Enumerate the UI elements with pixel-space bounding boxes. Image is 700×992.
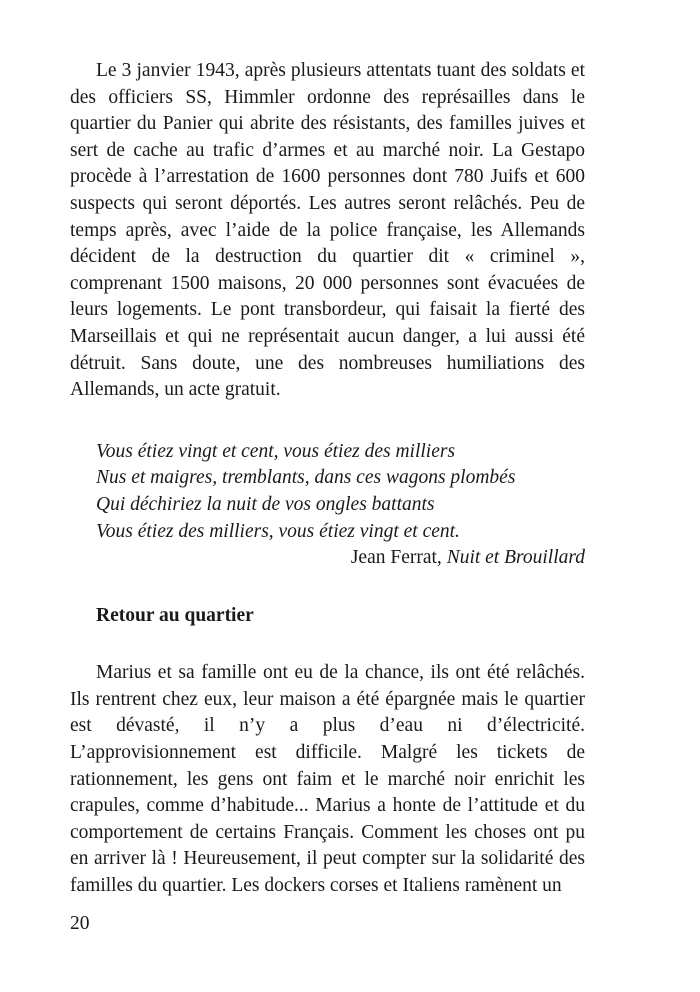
poem-line-2: Nus et maigres, tremblants, dans ces wagons plombés (96, 467, 516, 489)
poem-line-3: Qui déchiriez la nuit de vos ongles battants (96, 493, 435, 515)
poem-work-title: Nuit et Brouillard (446, 547, 585, 569)
poem-attribution (70, 545, 585, 572)
page-number: 20 (70, 913, 90, 934)
poem-line-1: Vous étiez vingt et cent, vous étiez des milliers (96, 440, 456, 462)
poem-author: Jean Ferrat, (350, 547, 442, 569)
poem-quote (70, 439, 585, 572)
poem-line-4: Vous étiez des milliers, vous étiez vingt et cent. (96, 520, 460, 542)
section-title: Retour au quartier (96, 604, 254, 626)
page-body (70, 58, 585, 900)
paragraph-1: Le 3 janvier 1943, après plusieurs attentats tuant des soldats et des officiers SS, Himmler ordonne des représailles dans le quartier du Panier qui abrite des résistants, des familles juives et sert de cache au trafic d’armes et au marché noir. La Gestapo procède à l’arrestation de 1600 personnes dont 780 Juifs et 600 suspects qui seront déportés. Les autres seront relâchés. Peu de temps après, avec l’aide de la police française, les Allemands décident de la destruction du quartier dit « criminel », comprenant 1500 maisons, 20 000 personnes sont évacuées de leurs logements. Le pont transbordeur, qui faisait la fierté des Marseillais et qui ne représentait aucun danger, a lui aussi été détruit. Sans doute, une des nombreuses humiliations des Allemands, un acte gratuit. (70, 60, 585, 401)
paragraph-2: Marius et sa famille ont eu de la chance, ils ont été relâchés. Ils rentrent chez eux, leur maison a été épargnée mais le quartier est dévasté, il n’y a plus d’eau ni d’électricité. L’approvisionnement est difficile. Malgré les tickets de rationnement, les gens ont faim et le marché noir enrichit les crapules, comme d’habitude... Marius a honte de l’attitude et du comportement de certains Français. Comment les choses ont pu en arriver là ! Heureusement, il peut compter sur la solidarité des familles du quartier. Les dockers corses et Italiens ramènent un (70, 662, 585, 897)
